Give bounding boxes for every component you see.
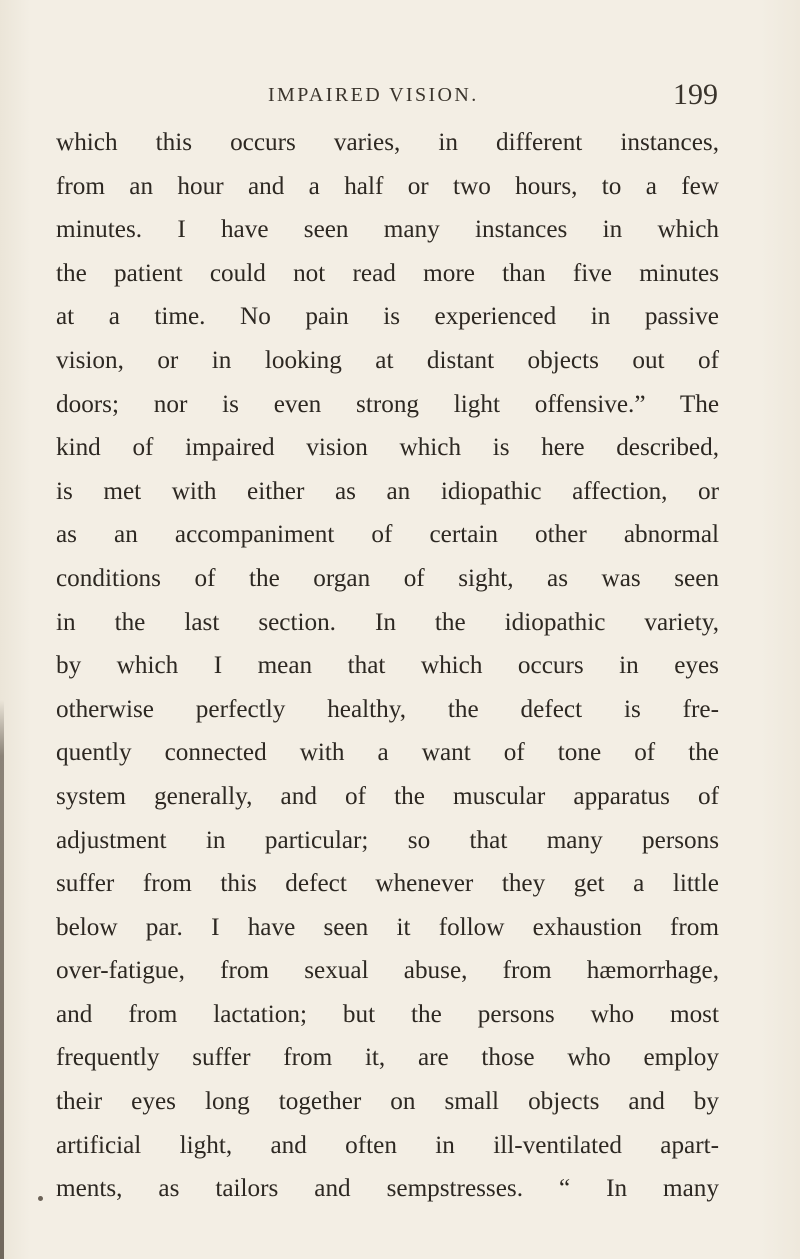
text-line: otherwise perfectly healthy, the defect is fre-	[56, 695, 719, 723]
text-line: the patient could not read more than five minutes	[56, 259, 719, 287]
page-number: 199	[673, 78, 718, 111]
text-line: as an accompaniment of certain other abnormal	[56, 521, 719, 549]
running-head	[268, 78, 718, 118]
text-line: quently connected with a want of tone of the	[56, 739, 719, 767]
text-line: at a time. No pain is experienced in passive	[56, 303, 719, 331]
text-line: by which I mean that which occurs in eyes	[56, 652, 719, 680]
text-line: and from lactation; but the persons who most	[56, 1000, 719, 1028]
text-line: kind of impaired vision which is here described,	[56, 434, 719, 462]
text-line: minutes. I have seen many instances in which	[56, 216, 719, 244]
text-line: doors; nor is even strong light offensive.” The	[56, 390, 719, 418]
text-line: vision, or in looking at distant objects out of	[56, 346, 719, 374]
text-line: in the last section. In the idiopathic variety,	[56, 608, 719, 636]
text-line: frequently suffer from it, are those who employ	[56, 1044, 719, 1072]
text-line: suffer from this defect whenever they get a little	[56, 870, 719, 898]
body-text	[56, 121, 719, 1211]
text-line: conditions of the organ of sight, as was seen	[56, 564, 719, 592]
text-line: over-fatigue, from sexual abuse, from hæmorrhage,	[56, 957, 719, 985]
text-line: ments, as tailors and sempstresses. “ In many	[56, 1175, 719, 1203]
text-line: adjustment in particular; so that many persons	[56, 826, 719, 854]
text-line: their eyes long together on small objects and by	[56, 1088, 719, 1116]
text-line: is met with either as an idiopathic affection, or	[56, 477, 719, 505]
page-binding-edge	[0, 700, 4, 1259]
text-line: from an hour and a half or two hours, to a few	[56, 172, 719, 200]
text-line: below par. I have seen it follow exhaustion from	[56, 913, 719, 941]
text-line: system generally, and of the muscular apparatus of	[56, 782, 719, 810]
text-line: which this occurs varies, in different instances,	[56, 129, 719, 156]
running-title: IMPAIRED VISION.	[268, 84, 479, 106]
paper-speck	[38, 1196, 43, 1201]
text-line: artificial light, and often in ill-ventilated apart-	[56, 1131, 719, 1159]
